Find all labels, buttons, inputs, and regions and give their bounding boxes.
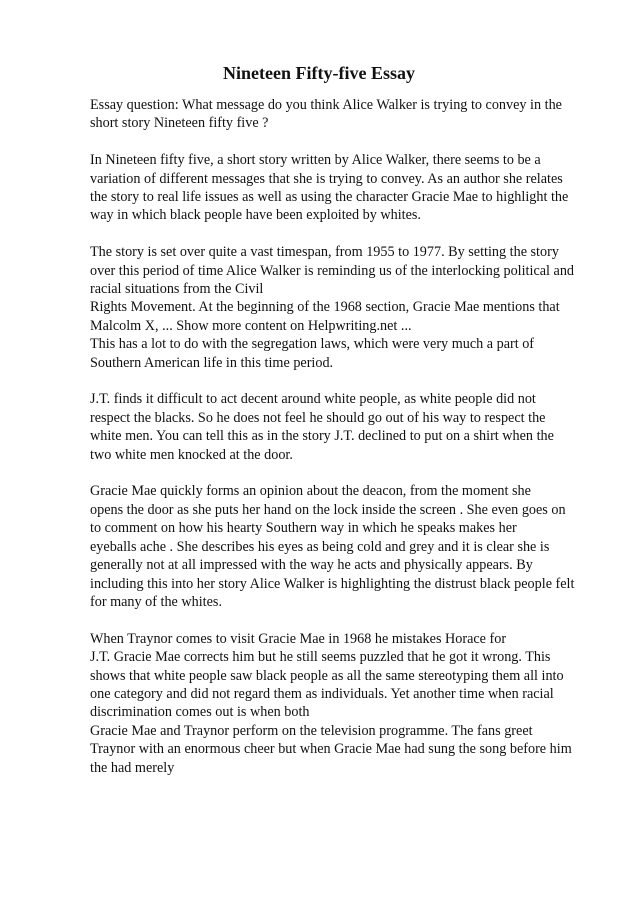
text-line: Traynor with an enormous cheer but when Gracie Mae had sung the song before him [90,741,572,758]
text-line: variation of different messages that she is trying to convey. As an author she relates [90,170,563,187]
text-line: opens the door as she puts her hand on the lock inside the screen . She even goes on [90,501,566,518]
text-line: shows that white people saw black people as all the same stereotyping them all into [90,667,564,684]
text-line: respect the blacks. So he does not feel he should go out of his way to respect the [90,409,546,426]
text-line: Rights Movement. At the beginning of the 1968 section, Gracie Mae mentions that [90,299,560,316]
paragraph-deacon [90,482,610,611]
essay-body [90,96,610,795]
paragraph-jt [90,390,610,464]
text-line: racial situations from the Civil [90,281,264,298]
text-line: J.T. Gracie Mae corrects him but he still seems puzzled that he got it wrong. This [90,649,551,666]
page-title: Nineteen Fifty-five Essay [223,63,415,83]
text-line: This has a lot to do with the segregation laws, which were very much a part of [90,336,535,353]
text-line: the had merely [90,759,175,776]
text-line: Gracie Mae and Traynor perform on the television programme. The fans greet [90,722,533,739]
text-line: Malcolm X, ... Show more content on Helpwriting.net ... [90,317,412,334]
text-line: The story is set over quite a vast timespan, from 1955 to 1977. By setting the story [90,244,559,261]
text-line: Essay question: What message do you think Alice Walker is trying to convey in the [90,97,562,113]
text-line: including this into her story Alice Walker is highlighting the distrust black people felt [90,575,575,592]
text-line: J.T. finds it difficult to act decent around white people, as white people did not [90,391,536,408]
text-line: white men. You can tell this as in the story J.T. declined to put on a shirt when the [90,428,554,445]
text-line: When Traynor comes to visit Gracie Mae in 1968 he mistakes Horace for [90,630,507,647]
text-line: Southern American life in this time period. [90,354,334,371]
text-line: for many of the whites. [90,593,222,610]
text-line: eyeballs ache . She describes his eyes as being cold and grey and it is clear she is [90,538,550,555]
text-line: In Nineteen fifty five, a short story written by Alice Walker, there seems to be a [90,152,541,169]
text-line: way in which black people have been exploited by whites. [90,207,421,224]
text-line: the story to real life issues as well as using the character Gracie Mae to highlight the [90,189,569,206]
text-line: generally not at all impressed with the way he acts and physically appears. By [90,557,533,574]
text-line: Gracie Mae quickly forms an opinion about the deacon, from the moment she [90,483,531,500]
text-line: one category and did not regard them as individuals. Yet another time when racial [90,685,554,702]
paragraph-essay-question [90,96,610,133]
paragraph-timespan [90,243,610,372]
text-line: two white men knocked at the door. [90,446,293,463]
paragraph-introduction [90,151,610,225]
text-line: over this period of time Alice Walker is reminding us of the interlocking political and [90,262,575,279]
text-line: to comment on how his hearty Southern way in which he speaks makes her [90,520,517,537]
text-line: short story Nineteen fifty five ? [90,115,269,132]
paragraph-traynor [90,630,610,777]
text-line: discrimination comes out is when both [90,704,310,721]
